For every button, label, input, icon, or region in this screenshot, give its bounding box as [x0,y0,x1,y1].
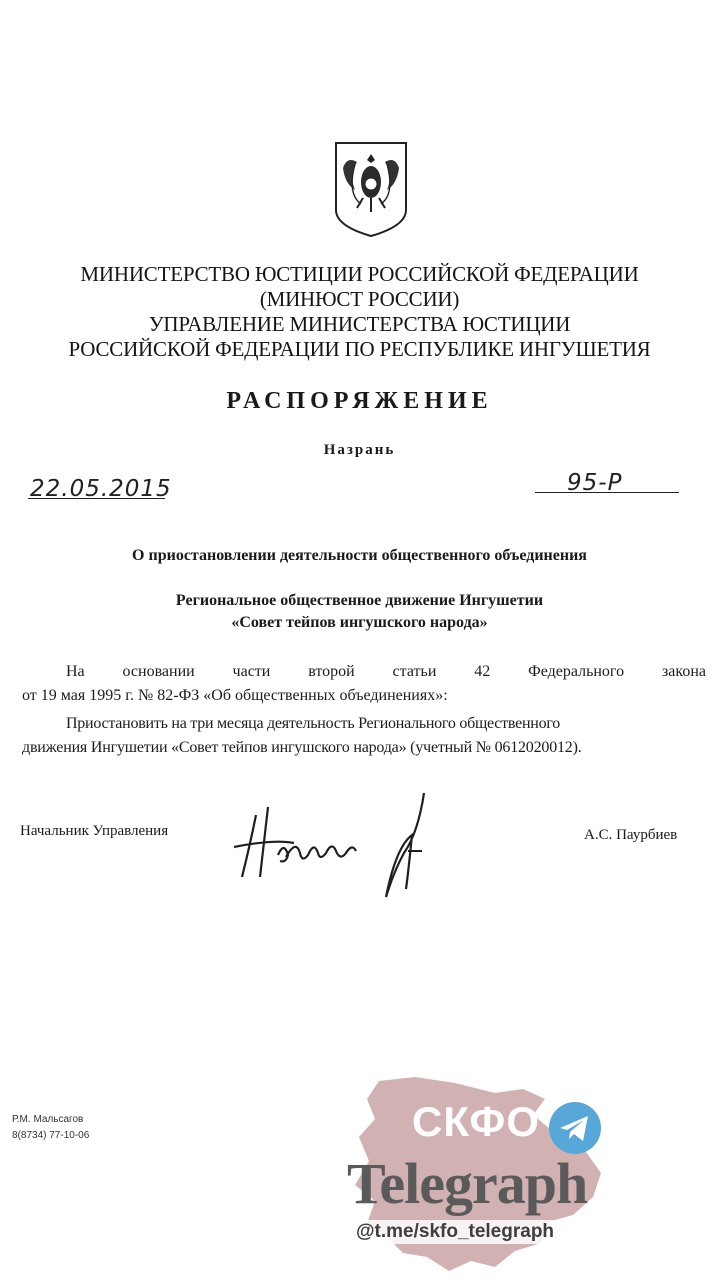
ministry-name-line2: (МИНЮСТ РОССИИ) [259,287,460,311]
date-underline [28,498,165,499]
document-date: 22.05.2015 [30,476,172,502]
word: 42 [474,663,491,680]
document-city: Назрань [323,442,396,458]
word: статьи [392,663,437,680]
watermark-brand: СКФО [412,1098,540,1145]
handwritten-signature [228,785,443,905]
document-title: РАСПОРЯЖЕНИЕ [226,388,493,414]
department-name-line1: УПРАВЛЕНИЕ МИНИСТЕРСТВА ЮСТИЦИИ [148,312,571,336]
word: Федерального [528,663,625,680]
executor-name: Р.М. Мальсагов [12,1114,84,1125]
paragraph2-line2: движения Ингушетии «Совет тейпов ингушского народа» (учетный № 0612020012). [22,739,582,756]
coat-of-arms-emblem [333,140,409,238]
organization-name-line1: Региональное общественное движение Ингушетии [175,592,544,609]
word: На [66,663,85,680]
document-number: 95-Р [567,470,623,496]
word: закона [661,663,706,680]
number-underline [535,492,679,493]
signer-name: А.С. Паурбиев [584,827,678,843]
signer-title: Начальник Управления [20,823,169,839]
paragraph1-line2: от 19 мая 1995 г. № 82-ФЗ «Об общественных объединениях»: [22,687,448,704]
organization-name-line2: «Совет тейпов ингушского народа» [231,614,488,631]
document-subject: О приостановлении деятельности общественного объединения [132,547,587,564]
watermark-telegraph-logo: Telegraph [347,1151,588,1216]
watermark-channel-link: @t.me/skfo_telegraph [352,1220,558,1244]
word: второй [308,663,355,680]
word: основании [122,663,195,680]
telegram-icon [548,1101,602,1155]
executor-phone: 8(8734) 77-10-06 [12,1130,90,1141]
paragraph1-line1 [66,660,706,684]
ministry-name-line1: МИНИСТЕРСТВО ЮСТИЦИИ РОССИЙСКОЙ ФЕДЕРАЦИИ [80,262,639,286]
department-name-line2: РОССИЙСКОЙ ФЕДЕРАЦИИ ПО РЕСПУБЛИКЕ ИНГУШЕТИЯ [68,337,651,361]
paragraph2-line1: Приостановить на три месяца деятельность Регионального общественного [66,715,560,732]
word: части [232,663,271,680]
